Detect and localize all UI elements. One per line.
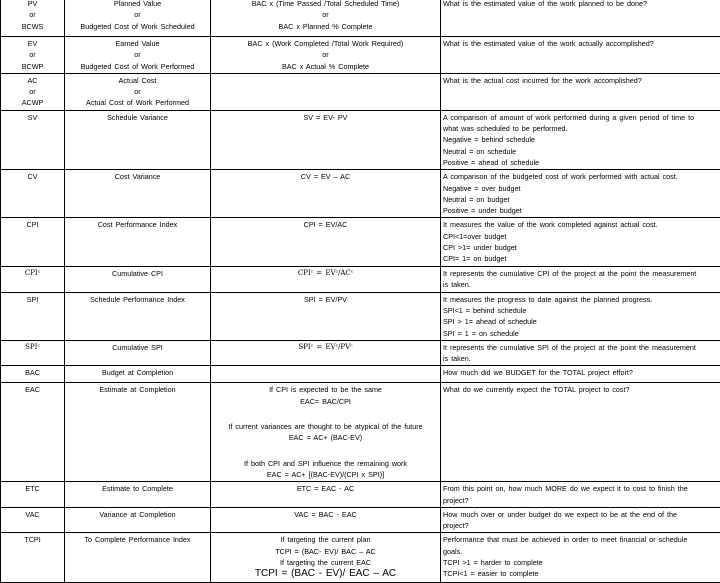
term-name-cell: [65, 292, 211, 340]
formula-cell: [211, 507, 441, 533]
term-name: Earned Value: [67, 38, 208, 49]
term-symbol: or: [3, 86, 62, 97]
formula-text: TCPI = (BAC - EV)/ EAC – AC: [213, 568, 438, 579]
table-row: [1, 292, 720, 340]
formula-text: ETC = EAC - AC: [213, 483, 438, 494]
formula-text: If targeting the current EAC: [213, 557, 438, 568]
formula-cell: [211, 218, 441, 266]
formula-text: EAC = AC+ [(BAC-EV)/(CPI x SPI)]: [213, 469, 438, 480]
meaning-text: Positive = under budget: [443, 205, 718, 216]
term-symbol-cell: [1, 266, 65, 292]
term-symbol: ETC: [3, 483, 62, 494]
term-name: Schedule Performance Index: [67, 294, 208, 305]
term-name-cell: [65, 507, 211, 533]
term-name-cell: [65, 482, 211, 508]
term-symbol: VAC: [3, 509, 62, 520]
meaning-text: What is the estimated value of the work planned to be done?: [443, 0, 718, 9]
term-name: Cumulative CPI: [67, 268, 208, 279]
meaning-text: SPI = 1 = on schedule: [443, 328, 718, 339]
term-name: To Complete Performance Index: [67, 534, 208, 545]
meaning-cell: [441, 266, 720, 292]
term-name-cell: [65, 340, 211, 366]
term-name-cell: [65, 37, 211, 74]
formula-text: If current variances are thought to be atypical of the future: [213, 421, 438, 432]
term-name: Actual Cost: [67, 75, 208, 86]
table-row: [1, 507, 720, 533]
formula-text: VAC = BAC - EAC: [213, 509, 438, 520]
term-name-cell: [65, 218, 211, 266]
term-symbol: CPIᶜ: [3, 268, 62, 279]
term-symbol-cell: [1, 0, 65, 37]
term-symbol: TCPI: [3, 534, 62, 545]
meaning-cell: [441, 482, 720, 508]
formula-cell: [211, 482, 441, 508]
formula-text: or: [213, 9, 438, 20]
meaning-text: What is the estimated value of the work actually accomplished?: [443, 38, 718, 49]
meaning-text: What do we currently expect the TOTAL project to cost?: [443, 384, 718, 395]
term-symbol-cell: [1, 110, 65, 169]
formula-cell: [211, 0, 441, 37]
formula-text: EAC= BAC/CPI: [213, 396, 438, 407]
term-symbol: CPI: [3, 219, 62, 230]
formula-cell: [211, 383, 441, 482]
formula-text: or: [213, 49, 438, 60]
formula-cell: [211, 170, 441, 218]
formula-text: BAC x (Work Completed /Total Work Required): [213, 38, 438, 49]
table-row: [1, 383, 720, 482]
formula-text: SV = EV- PV: [213, 112, 438, 123]
formula-text: BAC x Planned % Complete: [213, 21, 438, 32]
formula-text: SPI = EV/PV: [213, 294, 438, 305]
term-symbol: ACWP: [3, 97, 62, 108]
meaning-text: Negative = behind schedule: [443, 134, 718, 145]
term-name: or: [67, 9, 208, 20]
term-name: Cumulative SPI: [67, 342, 208, 353]
meaning-text: SPI<1 = behind schedule: [443, 305, 718, 316]
meaning-cell: [441, 73, 720, 110]
term-name: Estimate to Complete: [67, 483, 208, 494]
table-row: [1, 73, 720, 110]
term-name: Actual Cost of Work Performed: [67, 97, 208, 108]
meaning-cell: [441, 37, 720, 74]
formula-cell: [211, 292, 441, 340]
table-row: [1, 170, 720, 218]
term-name: or: [67, 86, 208, 97]
meaning-text: project?: [443, 495, 718, 506]
meaning-cell: [441, 110, 720, 169]
term-name: Schedule Variance: [67, 112, 208, 123]
meaning-cell: [441, 366, 720, 383]
meaning-text: A comparison of the budgeted cost of work performed with actual cost.: [443, 171, 718, 182]
meaning-cell: [441, 218, 720, 266]
term-symbol: SPI: [3, 294, 62, 305]
table-row: [1, 482, 720, 508]
term-name: Budgeted Cost of Work Performed: [67, 61, 208, 72]
formula-text: CPIᶜ = EVᶜ/ACᶜ: [213, 268, 438, 279]
meaning-text: Positive = ahead of schedule: [443, 157, 718, 168]
term-name: Variance at Completion: [67, 509, 208, 520]
formula-text: CPI = EV/AC: [213, 219, 438, 230]
term-symbol: or: [3, 9, 62, 20]
term-name-cell: [65, 383, 211, 482]
meaning-text: CPI= 1= on budget: [443, 253, 718, 264]
term-name: Estimate at Completion: [67, 384, 208, 395]
table-row: [1, 340, 720, 366]
term-name-cell: [65, 0, 211, 37]
formula-text: If targeting the current plan: [213, 534, 438, 545]
meaning-text: Neutral = on budget: [443, 194, 718, 205]
term-symbol-cell: [1, 170, 65, 218]
table-row: [1, 110, 720, 169]
formula-cell: [211, 366, 441, 383]
meaning-text: Neutral = on schedule: [443, 146, 718, 157]
meaning-text: TCPI<1 = easier to complete: [443, 568, 718, 579]
table-row: [1, 218, 720, 266]
term-name: Planned Value: [67, 0, 208, 9]
formula-text: SPIᶜ = EVᶜ/PVᶜ: [213, 342, 438, 353]
term-symbol-cell: [1, 482, 65, 508]
term-symbol-cell: [1, 73, 65, 110]
formula-text: BAC x Actual % Complete: [213, 61, 438, 72]
term-symbol: BAC: [3, 367, 62, 378]
meaning-text: Performance that must be achieved in order to meet financial or schedule: [443, 534, 718, 545]
meaning-text: From this point on, how much MORE do we expect it to cost to finish the: [443, 483, 718, 494]
formula-cell: [211, 73, 441, 110]
table-row: [1, 533, 720, 583]
term-symbol: EAC: [3, 384, 62, 395]
formula-text: EAC = AC+ (BAC-EV): [213, 432, 438, 443]
meaning-text: CPI<1=over budget: [443, 231, 718, 242]
formula-cell: [211, 110, 441, 169]
term-symbol-cell: [1, 366, 65, 383]
formula-cell: [211, 266, 441, 292]
meaning-cell: [441, 170, 720, 218]
formula-text: CV = EV – AC: [213, 171, 438, 182]
meaning-text: A comparison of amount of work performed during a given period of time to: [443, 112, 718, 123]
term-symbol: BCWS: [3, 21, 62, 32]
term-symbol-cell: [1, 507, 65, 533]
meaning-text: SPI > 1= ahead of schedule: [443, 316, 718, 327]
term-name-cell: [65, 170, 211, 218]
formula-text: If CPI is expected to be the same: [213, 384, 438, 395]
meaning-text: What is the actual cost incurred for the work accomplished?: [443, 75, 718, 86]
term-symbol-cell: [1, 292, 65, 340]
term-symbol: CV: [3, 171, 62, 182]
term-symbol-cell: [1, 383, 65, 482]
meaning-text: It measures the value of the work completed against actual cost.: [443, 219, 718, 230]
formula-text: TCPI = (BAC- EV)/ BAC – AC: [213, 546, 438, 557]
formula-text: BAC x (Time Passed /Total Scheduled Time): [213, 0, 438, 9]
meaning-text: TCPI >1 = harder to complete: [443, 557, 718, 568]
term-symbol: SV: [3, 112, 62, 123]
meaning-text: is taken.: [443, 353, 718, 364]
meaning-text: Negative = over budget: [443, 183, 718, 194]
meaning-text: It represents the cumulative SPI of the project at the point the measurement: [443, 342, 718, 353]
formula-cell: [211, 37, 441, 74]
term-symbol: AC: [3, 75, 62, 86]
term-symbol: SPIᶜ: [3, 342, 62, 353]
formula-text: If both CPI and SPI influence the remaining work: [213, 458, 438, 469]
term-symbol-cell: [1, 37, 65, 74]
table-row: [1, 266, 720, 292]
term-symbol: PV: [3, 0, 62, 9]
term-symbol-cell: [1, 340, 65, 366]
formula-cell: [211, 340, 441, 366]
table-row: [1, 37, 720, 74]
term-name-cell: [65, 266, 211, 292]
table-row: [1, 0, 720, 37]
term-name-cell: [65, 110, 211, 169]
meaning-cell: [441, 0, 720, 37]
term-name-cell: [65, 366, 211, 383]
term-symbol-cell: [1, 533, 65, 583]
table-row: [1, 366, 720, 383]
term-name: Budget at Completion: [67, 367, 208, 378]
meaning-cell: [441, 340, 720, 366]
meaning-text: It represents the cumulative CPI of the project at the point the measurement: [443, 268, 718, 279]
meaning-text: It measures the progress to date against the planned progress.: [443, 294, 718, 305]
term-symbol: BCWP: [3, 61, 62, 72]
term-name: Cost Performance Index: [67, 219, 208, 230]
term-name: Budgeted Cost of Work Scheduled: [67, 21, 208, 32]
meaning-text: is taken.: [443, 279, 718, 290]
term-name: or: [67, 49, 208, 60]
meaning-text: goals.: [443, 546, 718, 557]
meaning-cell: [441, 383, 720, 482]
term-symbol-cell: [1, 218, 65, 266]
meaning-text: How much did we BUDGET for the TOTAL project effort?: [443, 367, 718, 378]
meaning-cell: [441, 533, 720, 583]
term-symbol: or: [3, 49, 62, 60]
term-name-cell: [65, 73, 211, 110]
meaning-text: project?: [443, 520, 718, 531]
meaning-text: what was scheduled to be performed.: [443, 123, 718, 134]
meaning-cell: [441, 292, 720, 340]
formula-cell: [211, 533, 441, 583]
term-symbol: EV: [3, 38, 62, 49]
term-name: Cost Variance: [67, 171, 208, 182]
meaning-cell: [441, 507, 720, 533]
meaning-text: CPI >1= under budget: [443, 242, 718, 253]
term-name-cell: [65, 533, 211, 583]
meaning-text: How much over or under budget do we expect to be at the end of the: [443, 509, 718, 520]
